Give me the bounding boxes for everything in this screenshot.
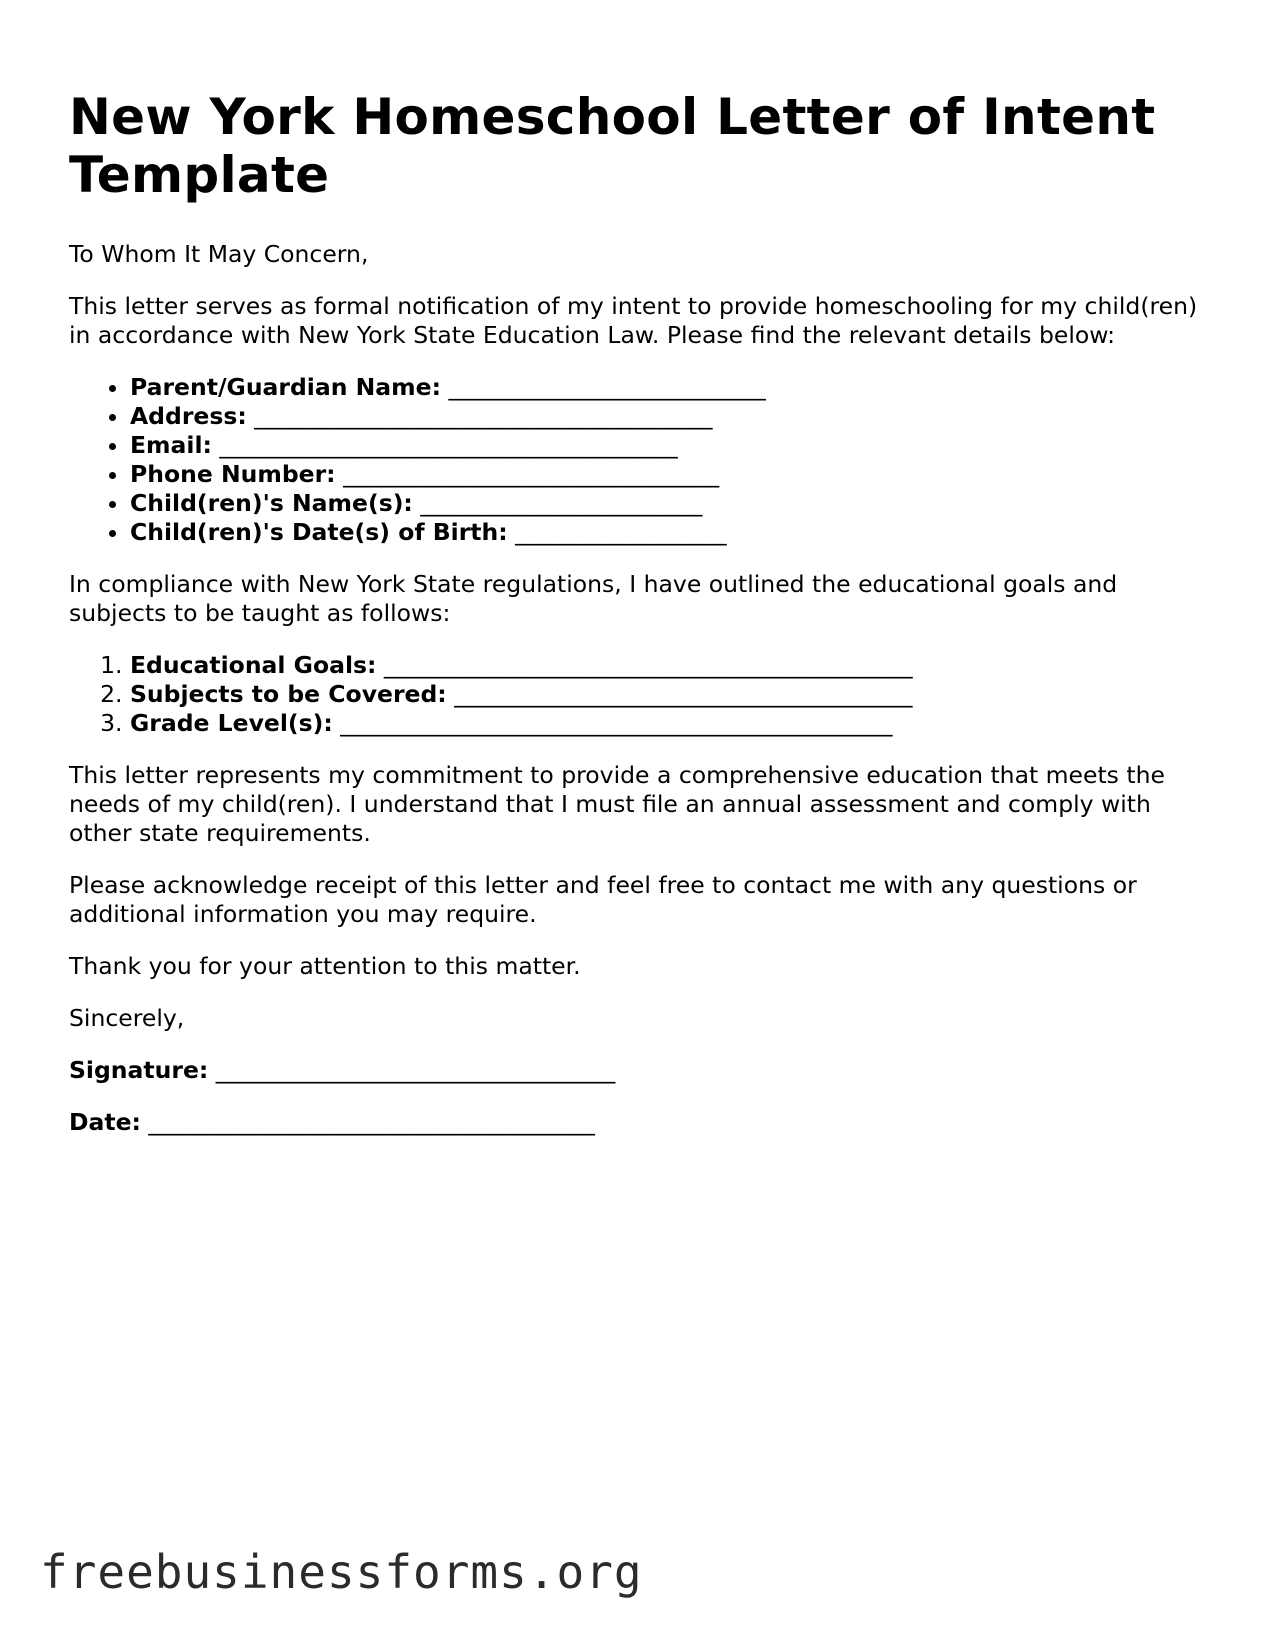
list-item [130, 402, 1199, 431]
list-item [130, 373, 1199, 402]
letter-document [69, 88, 1199, 1160]
list-item [130, 431, 1199, 460]
details-list [69, 373, 1199, 547]
signature-line [69, 1056, 1199, 1085]
field-label-address: Address: [130, 402, 247, 430]
list-item [130, 680, 1199, 709]
signature-blank[interactable]: __________________________________ [215, 1056, 616, 1084]
field-blank-email[interactable]: _______________________________________ [219, 431, 678, 459]
field-blank-address[interactable]: _______________________________________ [254, 402, 713, 430]
watermark: freebusinessforms.org [40, 1545, 643, 1599]
signature-label: Signature: [69, 1056, 209, 1084]
closing: Sincerely, [69, 1004, 185, 1032]
compliance-paragraph: In compliance with New York State regulations, I have outlined the educational goals and subjects to be taught as follows: [69, 570, 1118, 627]
salutation: To Whom It May Concern, [69, 240, 369, 268]
date-line [69, 1108, 1199, 1137]
field-label-grade-levels: Grade Level(s): [130, 709, 333, 737]
thanks-paragraph: Thank you for your attention to this matter. [69, 952, 581, 980]
plan-list [69, 651, 1199, 738]
list-item [130, 518, 1199, 547]
list-item [130, 651, 1199, 680]
field-label-parent-name: Parent/Guardian Name: [130, 373, 441, 401]
list-item [130, 489, 1199, 518]
date-label: Date: [69, 1108, 141, 1136]
commitment-paragraph: This letter represents my commitment to provide a comprehensive education that meets the needs of my child(ren). I understand that I must file an annual assessment and comply with other state requirements. [69, 761, 1165, 847]
field-label-child-names: Child(ren)'s Name(s): [130, 489, 413, 517]
field-blank-subjects[interactable]: _______________________________________ [454, 680, 913, 708]
field-blank-educational-goals[interactable]: _____________________________________________ [383, 651, 913, 679]
field-label-phone: Phone Number: [130, 460, 336, 488]
field-blank-child-dob[interactable]: __________________ [515, 518, 727, 546]
field-label-educational-goals: Educational Goals: [130, 651, 377, 679]
field-blank-grade-levels[interactable]: _______________________________________________ [340, 709, 893, 737]
date-blank[interactable]: ______________________________________ [148, 1108, 595, 1136]
field-label-subjects: Subjects to be Covered: [130, 680, 447, 708]
page-title: New York Homeschool Letter of Intent Template [69, 88, 1156, 204]
field-blank-parent-name[interactable]: ___________________________ [448, 373, 766, 401]
field-label-child-dob: Child(ren)'s Date(s) of Birth: [130, 518, 508, 546]
intro-paragraph: This letter serves as formal notification of my intent to provide homeschooling for my child(ren) in accordance with New York State Education Law. Please find the relevant details below: [69, 292, 1198, 349]
list-item [130, 709, 1199, 738]
field-blank-phone[interactable]: ________________________________ [343, 460, 720, 488]
field-label-email: Email: [130, 431, 212, 459]
field-blank-child-names[interactable]: ________________________ [420, 489, 703, 517]
list-item [130, 460, 1199, 489]
acknowledge-paragraph: Please acknowledge receipt of this letter and feel free to contact me with any questions or additional information you may require. [69, 871, 1137, 928]
